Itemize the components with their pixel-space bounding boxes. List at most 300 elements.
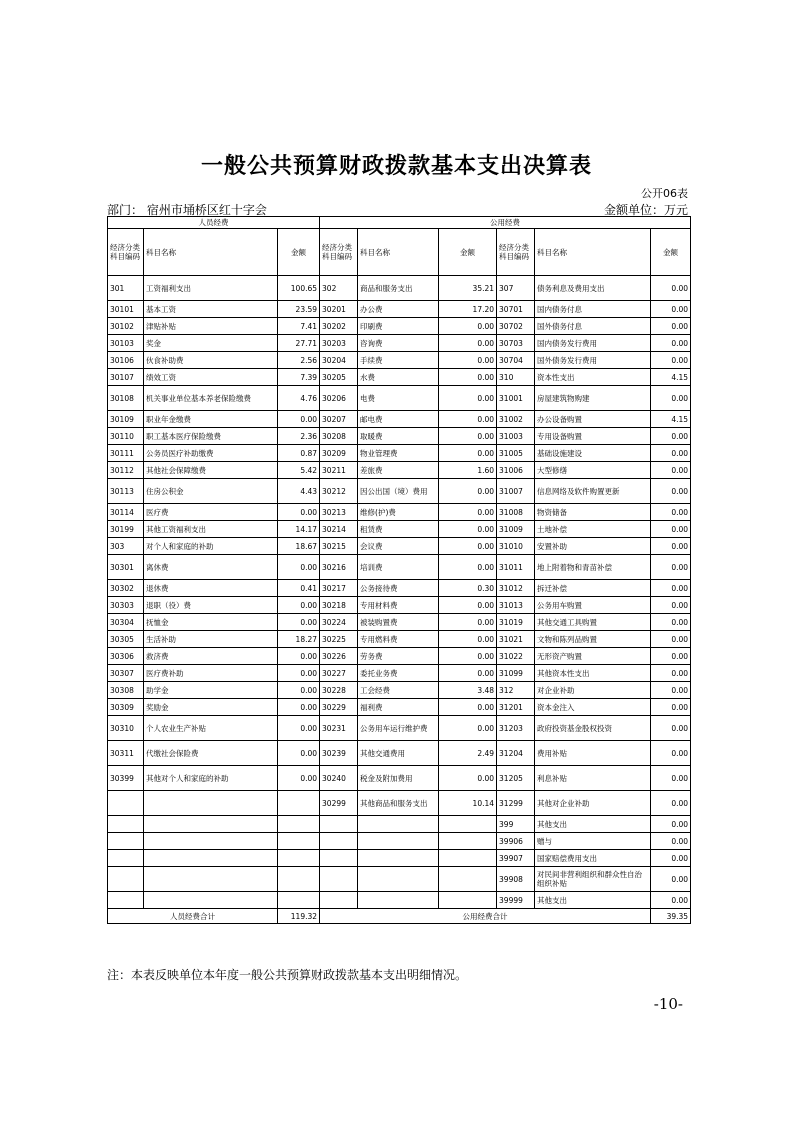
- cell-code: 39999: [497, 892, 535, 909]
- cell-amount: 0.00: [439, 555, 497, 580]
- table-row: [108, 833, 691, 850]
- cell-code: 30299: [320, 791, 358, 816]
- cell-amount: 0.00: [651, 766, 691, 791]
- cell-code: 30239: [320, 741, 358, 766]
- table-row: [108, 318, 691, 335]
- cell-name: 被装购置费: [358, 614, 439, 631]
- cell-amount: 0.00: [278, 555, 320, 580]
- cell-code: 30201: [320, 301, 358, 318]
- cell-name: 退休费: [144, 580, 278, 597]
- cell-name: 物资储备: [535, 504, 651, 521]
- cell-amount: 0.00: [278, 504, 320, 521]
- cell-code: 30103: [108, 335, 144, 352]
- table-row: [108, 521, 691, 538]
- cell-code: 31008: [497, 504, 535, 521]
- expenditure-table: [107, 216, 691, 924]
- cell-code: 31009: [497, 521, 535, 538]
- cell-amount: 10.14: [439, 791, 497, 816]
- cell-amount: 0.00: [439, 445, 497, 462]
- cell-code: 31003: [497, 428, 535, 445]
- cell-amount: 0.00: [651, 892, 691, 909]
- cell-amount: 0.00: [278, 766, 320, 791]
- footnote: 注：本表反映单位本年度一般公共预算财政拨款基本支出明细情况。: [107, 968, 468, 982]
- cell-amount: 0.00: [651, 682, 691, 699]
- cell-name: 办公费: [358, 301, 439, 318]
- table-row: [108, 504, 691, 521]
- cell-name: 基础设施建设: [535, 445, 651, 462]
- cell-code: 312: [497, 682, 535, 699]
- cell-amount: 2.36: [278, 428, 320, 445]
- cell-code: 30199: [108, 521, 144, 538]
- cell-amount: 0.00: [278, 597, 320, 614]
- cell-name: 委托业务费: [358, 665, 439, 682]
- cell-name: 安置补助: [535, 538, 651, 555]
- cell-name: 绩效工资: [144, 369, 278, 386]
- cell-code: 31012: [497, 580, 535, 597]
- cell-code: 31006: [497, 462, 535, 479]
- cell-code: 399: [497, 816, 535, 833]
- cell-code: 30309: [108, 699, 144, 716]
- cell-code: 30110: [108, 428, 144, 445]
- cell-code: 30101: [108, 301, 144, 318]
- public-group-header: 公用经费: [320, 217, 691, 229]
- cell-amount: 0.30: [439, 580, 497, 597]
- cell-code: 31011: [497, 555, 535, 580]
- cell-code: 30229: [320, 699, 358, 716]
- table-row: [108, 741, 691, 766]
- cell-name: 助学金: [144, 682, 278, 699]
- cell-name: 对企业补助: [535, 682, 651, 699]
- cell-amount: 0.00: [651, 335, 691, 352]
- table-row: [108, 276, 691, 301]
- cell-name: 个人农业生产补贴: [144, 716, 278, 741]
- cell-name: [144, 833, 278, 850]
- cell-name: 其他支出: [535, 892, 651, 909]
- cell-name: 资本性支出: [535, 369, 651, 386]
- cell-amount: 23.59: [278, 301, 320, 318]
- cell-code: 31099: [497, 665, 535, 682]
- cell-code: 310: [497, 369, 535, 386]
- cell-code: 30212: [320, 479, 358, 504]
- cell-name: 公务用车运行维护费: [358, 716, 439, 741]
- cell-code: 30302: [108, 580, 144, 597]
- col-header-name: 科目名称: [144, 229, 278, 276]
- cell-name: 其他商品和服务支出: [358, 791, 439, 816]
- cell-name: 拆迁补偿: [535, 580, 651, 597]
- cell-name: 国家赔偿费用支出: [535, 850, 651, 867]
- cell-code: [320, 892, 358, 909]
- cell-amount: [278, 816, 320, 833]
- cell-amount: [278, 867, 320, 892]
- cell-amount: 0.00: [651, 741, 691, 766]
- cell-code: 31013: [497, 597, 535, 614]
- cell-amount: 3.48: [439, 682, 497, 699]
- cell-name: [144, 867, 278, 892]
- table-row: [108, 699, 691, 716]
- cell-code: 31205: [497, 766, 535, 791]
- cell-code: 31007: [497, 479, 535, 504]
- cell-amount: 7.41: [278, 318, 320, 335]
- cell-code: 30227: [320, 665, 358, 682]
- cell-amount: [439, 867, 497, 892]
- cell-name: 专用设备购置: [535, 428, 651, 445]
- cell-code: 39907: [497, 850, 535, 867]
- cell-code: 30231: [320, 716, 358, 741]
- cell-amount: 2.56: [278, 352, 320, 369]
- cell-code: 30701: [497, 301, 535, 318]
- cell-amount: 0.00: [651, 276, 691, 301]
- cell-code: 30304: [108, 614, 144, 631]
- cell-code: 30206: [320, 386, 358, 411]
- cell-name: 专用燃料费: [358, 631, 439, 648]
- table-row: [108, 597, 691, 614]
- cell-name: [358, 850, 439, 867]
- cell-name: 商品和服务支出: [358, 276, 439, 301]
- cell-amount: [439, 833, 497, 850]
- cell-amount: 100.65: [278, 276, 320, 301]
- cell-amount: 0.00: [651, 791, 691, 816]
- cell-amount: 0.00: [651, 538, 691, 555]
- cell-amount: 0.00: [651, 428, 691, 445]
- cell-amount: 4.43: [278, 479, 320, 504]
- cell-name: 救济费: [144, 648, 278, 665]
- cell-amount: 0.00: [651, 555, 691, 580]
- cell-name: 物业管理费: [358, 445, 439, 462]
- cell-amount: 0.41: [278, 580, 320, 597]
- cell-amount: [278, 791, 320, 816]
- cell-amount: [439, 816, 497, 833]
- cell-amount: 0.00: [651, 833, 691, 850]
- table-row: [108, 867, 691, 892]
- cell-amount: 0.00: [651, 462, 691, 479]
- cell-amount: 0.87: [278, 445, 320, 462]
- table-row: [108, 555, 691, 580]
- cell-name: 职工基本医疗保险缴费: [144, 428, 278, 445]
- cell-amount: [278, 892, 320, 909]
- cell-name: 水费: [358, 369, 439, 386]
- cell-code: 30240: [320, 766, 358, 791]
- cell-name: 电费: [358, 386, 439, 411]
- cell-amount: 0.00: [651, 301, 691, 318]
- cell-amount: 0.00: [651, 631, 691, 648]
- cell-amount: [439, 892, 497, 909]
- cell-name: 工会经费: [358, 682, 439, 699]
- cell-code: 30308: [108, 682, 144, 699]
- cell-amount: 0.00: [439, 504, 497, 521]
- cell-amount: 0.00: [651, 614, 691, 631]
- cell-name: 债务利息及费用支出: [535, 276, 651, 301]
- cell-name: 其他交通费用: [358, 741, 439, 766]
- cell-amount: 0.00: [439, 597, 497, 614]
- cell-amount: 0.00: [439, 521, 497, 538]
- cell-amount: 0.00: [439, 648, 497, 665]
- cell-name: [144, 791, 278, 816]
- cell-amount: 0.00: [278, 699, 320, 716]
- cell-code: [108, 791, 144, 816]
- personnel-total-label: 人员经费合计: [108, 909, 278, 924]
- cell-code: 30106: [108, 352, 144, 369]
- cell-code: 30217: [320, 580, 358, 597]
- cell-name: [144, 892, 278, 909]
- cell-name: 奖金: [144, 335, 278, 352]
- cell-code: 31010: [497, 538, 535, 555]
- cell-code: 30102: [108, 318, 144, 335]
- cell-amount: 0.00: [651, 479, 691, 504]
- cell-amount: 0.00: [651, 445, 691, 462]
- cell-code: 30107: [108, 369, 144, 386]
- cell-code: 30205: [320, 369, 358, 386]
- cell-name: 会议费: [358, 538, 439, 555]
- cell-name: [358, 816, 439, 833]
- cell-code: 31201: [497, 699, 535, 716]
- cell-code: 30305: [108, 631, 144, 648]
- cell-name: 国外债务付息: [535, 318, 651, 335]
- cell-amount: 0.00: [439, 352, 497, 369]
- cell-code: 30303: [108, 597, 144, 614]
- cell-name: 维修(护)费: [358, 504, 439, 521]
- cell-code: 30306: [108, 648, 144, 665]
- cell-code: 31204: [497, 741, 535, 766]
- cell-code: 30703: [497, 335, 535, 352]
- cell-code: 30399: [108, 766, 144, 791]
- cell-amount: 17.20: [439, 301, 497, 318]
- cell-name: 机关事业单位基本养老保险缴费: [144, 386, 278, 411]
- cell-amount: 0.00: [439, 318, 497, 335]
- table-row: [108, 665, 691, 682]
- cell-name: [358, 833, 439, 850]
- table-row: [108, 386, 691, 411]
- cell-code: 303: [108, 538, 144, 555]
- table-row: [108, 479, 691, 504]
- table-row: [108, 648, 691, 665]
- cell-name: 医疗费补助: [144, 665, 278, 682]
- cell-amount: 0.00: [278, 741, 320, 766]
- cell-name: 因公出国（境）费用: [358, 479, 439, 504]
- cell-code: 30215: [320, 538, 358, 555]
- cell-code: [108, 867, 144, 892]
- cell-name: 利息补贴: [535, 766, 651, 791]
- cell-name: 信息网络及软件购置更新: [535, 479, 651, 504]
- cell-code: 30208: [320, 428, 358, 445]
- cell-amount: 0.00: [439, 766, 497, 791]
- cell-code: 30226: [320, 648, 358, 665]
- table-row: [108, 682, 691, 699]
- cell-name: 公务员医疗补助缴费: [144, 445, 278, 462]
- col-header-amount: 金额: [278, 229, 320, 276]
- cell-code: 30307: [108, 665, 144, 682]
- cell-amount: 0.00: [651, 716, 691, 741]
- cell-code: [320, 816, 358, 833]
- cell-amount: 18.67: [278, 538, 320, 555]
- cell-name: 奖励金: [144, 699, 278, 716]
- cell-code: 30108: [108, 386, 144, 411]
- cell-name: 其他社会保障缴费: [144, 462, 278, 479]
- cell-name: 生活补助: [144, 631, 278, 648]
- cell-name: 工资福利支出: [144, 276, 278, 301]
- cell-code: 30218: [320, 597, 358, 614]
- col-header-amount: 金额: [651, 229, 691, 276]
- cell-code: 31203: [497, 716, 535, 741]
- cell-name: 代缴社会保险费: [144, 741, 278, 766]
- cell-name: 公务接待费: [358, 580, 439, 597]
- cell-amount: 0.00: [439, 614, 497, 631]
- cell-code: 30113: [108, 479, 144, 504]
- cell-code: 30214: [320, 521, 358, 538]
- amount-unit-label: 金额单位：万元: [603, 203, 688, 217]
- cell-name: 住房公积金: [144, 479, 278, 504]
- cell-code: [108, 816, 144, 833]
- cell-name: 其他资本性支出: [535, 665, 651, 682]
- cell-code: 30702: [497, 318, 535, 335]
- cell-code: 30216: [320, 555, 358, 580]
- public-total-value: 39.35: [651, 909, 691, 924]
- public-total-label: 公用经费合计: [320, 909, 651, 924]
- cell-amount: 0.00: [278, 716, 320, 741]
- cell-amount: 0.00: [651, 521, 691, 538]
- table-row: [108, 428, 691, 445]
- cell-name: 对个人和家庭的补助: [144, 538, 278, 555]
- cell-code: 31299: [497, 791, 535, 816]
- cell-name: 税金及附加费用: [358, 766, 439, 791]
- cell-amount: 0.00: [651, 867, 691, 892]
- table-row: [108, 716, 691, 741]
- cell-name: 资本金注入: [535, 699, 651, 716]
- cell-amount: 0.00: [439, 699, 497, 716]
- cell-name: 房屋建筑物购建: [535, 386, 651, 411]
- cell-code: 31019: [497, 614, 535, 631]
- table-row: [108, 411, 691, 428]
- cell-amount: 0.00: [651, 580, 691, 597]
- table-row: [108, 445, 691, 462]
- table-row: [108, 766, 691, 791]
- cell-code: 30203: [320, 335, 358, 352]
- cell-amount: 0.00: [439, 631, 497, 648]
- cell-code: [320, 850, 358, 867]
- cell-name: 抚恤金: [144, 614, 278, 631]
- cell-amount: 0.00: [651, 648, 691, 665]
- cell-code: [108, 892, 144, 909]
- cell-code: [320, 833, 358, 850]
- cell-amount: 0.00: [651, 386, 691, 411]
- cell-name: 伙食补助费: [144, 352, 278, 369]
- cell-code: 30213: [320, 504, 358, 521]
- cell-name: [358, 892, 439, 909]
- cell-name: 其他工资福利支出: [144, 521, 278, 538]
- cell-name: 国内债务付息: [535, 301, 651, 318]
- cell-amount: 0.00: [439, 538, 497, 555]
- cell-name: 差旅费: [358, 462, 439, 479]
- cell-amount: 0.00: [439, 411, 497, 428]
- cell-code: 31001: [497, 386, 535, 411]
- cell-name: 政府投资基金股权投资: [535, 716, 651, 741]
- cell-name: 无形资产购置: [535, 648, 651, 665]
- cell-name: 对民间非营利组织和群众性自治组织补贴: [535, 867, 651, 892]
- cell-amount: 0.00: [651, 816, 691, 833]
- table-row: [108, 462, 691, 479]
- table-row: [108, 335, 691, 352]
- cell-code: [108, 850, 144, 867]
- col-header-code: 经济分类科目编码: [108, 229, 144, 276]
- cell-name: 租赁费: [358, 521, 439, 538]
- cell-name: [144, 850, 278, 867]
- cell-code: [320, 867, 358, 892]
- cell-name: 手续费: [358, 352, 439, 369]
- cell-amount: 4.15: [651, 411, 691, 428]
- cell-code: 31021: [497, 631, 535, 648]
- table-row: [108, 791, 691, 816]
- cell-code: 30204: [320, 352, 358, 369]
- col-header-amount: 金额: [439, 229, 497, 276]
- cell-code: 30704: [497, 352, 535, 369]
- page-title: 一般公共预算财政拨款基本支出决算表: [200, 154, 592, 179]
- cell-code: 30228: [320, 682, 358, 699]
- cell-name: 培训费: [358, 555, 439, 580]
- cell-amount: 18.27: [278, 631, 320, 648]
- table-row: [108, 892, 691, 909]
- cell-name: 地上附着物和青苗补偿: [535, 555, 651, 580]
- table-row: [108, 816, 691, 833]
- table-code: 公开06表: [641, 187, 688, 200]
- cell-code: 31005: [497, 445, 535, 462]
- cell-code: [108, 833, 144, 850]
- cell-code: 30207: [320, 411, 358, 428]
- table-row: [108, 369, 691, 386]
- cell-code: 30224: [320, 614, 358, 631]
- cell-amount: [278, 850, 320, 867]
- cell-amount: 0.00: [278, 665, 320, 682]
- cell-amount: 0.00: [278, 648, 320, 665]
- cell-name: 国外债务发行费用: [535, 352, 651, 369]
- personnel-total-value: 119.32: [278, 909, 320, 924]
- cell-amount: 5.42: [278, 462, 320, 479]
- cell-amount: 27.71: [278, 335, 320, 352]
- cell-code: 30112: [108, 462, 144, 479]
- table-row: [108, 538, 691, 555]
- cell-code: 39906: [497, 833, 535, 850]
- cell-name: 离休费: [144, 555, 278, 580]
- cell-code: 301: [108, 276, 144, 301]
- cell-code: 30301: [108, 555, 144, 580]
- cell-amount: 0.00: [278, 411, 320, 428]
- cell-amount: 0.00: [439, 369, 497, 386]
- cell-name: 邮电费: [358, 411, 439, 428]
- cell-amount: 14.17: [278, 521, 320, 538]
- department-label: 部门： 宿州市埇桥区红十字会: [107, 203, 267, 217]
- cell-name: 其他对个人和家庭的补助: [144, 766, 278, 791]
- cell-name: 其他对企业补助: [535, 791, 651, 816]
- cell-code: 30111: [108, 445, 144, 462]
- cell-amount: [439, 850, 497, 867]
- table-row: [108, 301, 691, 318]
- cell-name: 国内债务发行费用: [535, 335, 651, 352]
- table-row: [108, 614, 691, 631]
- table-row: [108, 850, 691, 867]
- cell-amount: 0.00: [278, 682, 320, 699]
- cell-code: 302: [320, 276, 358, 301]
- cell-name: 医疗费: [144, 504, 278, 521]
- cell-name: [358, 867, 439, 892]
- cell-name: 基本工资: [144, 301, 278, 318]
- cell-name: 费用补贴: [535, 741, 651, 766]
- cell-code: 30211: [320, 462, 358, 479]
- cell-amount: 0.00: [439, 479, 497, 504]
- cell-amount: 0.00: [651, 318, 691, 335]
- cell-name: 其他交通工具购置: [535, 614, 651, 631]
- cell-name: 取暖费: [358, 428, 439, 445]
- cell-name: 赠与: [535, 833, 651, 850]
- cell-code: 30225: [320, 631, 358, 648]
- cell-code: 30310: [108, 716, 144, 741]
